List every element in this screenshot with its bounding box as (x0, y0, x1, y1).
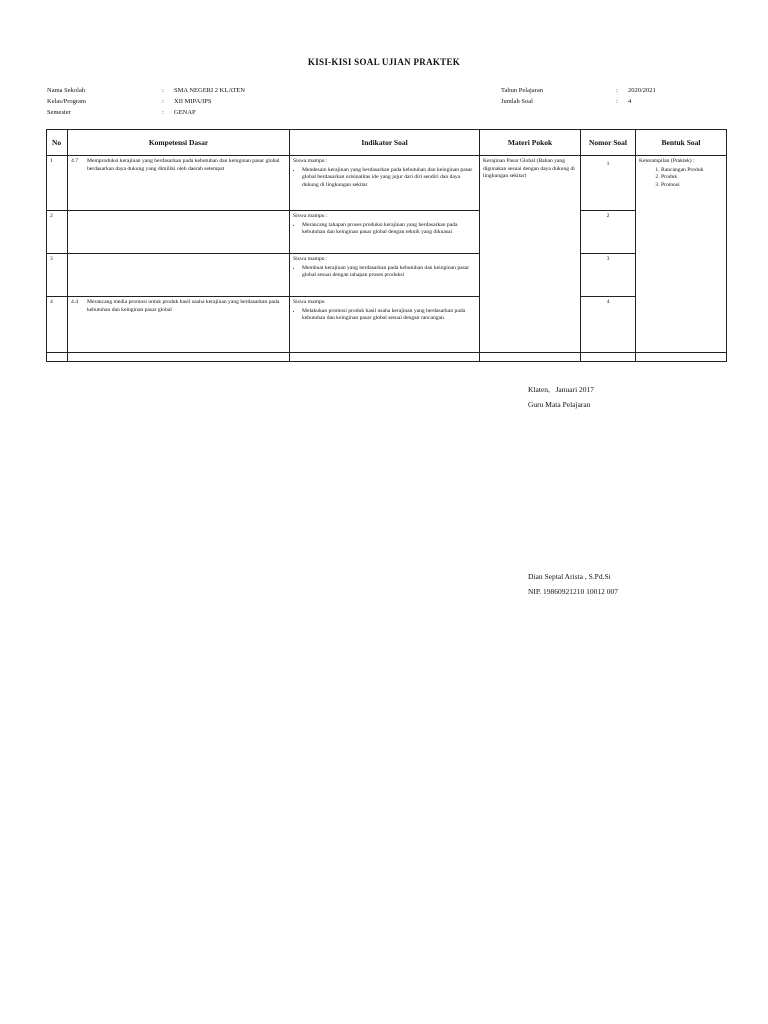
header-nomor-soal: Nomor Soal (581, 130, 636, 156)
empty-cell (480, 353, 581, 362)
bentuk-intro: Keterampilan (Praktek) : (639, 158, 695, 164)
meta-row-semester (47, 107, 245, 118)
row-number: 1 (47, 156, 68, 211)
indikator-intro: Siswa mampu : (293, 158, 328, 164)
signature-footer (528, 569, 618, 599)
kd-cell (68, 254, 290, 297)
signature-role: Guru Mata Pelajaran (528, 400, 591, 409)
meta-value: SMA NEGERI 2 KLATEN (174, 87, 245, 94)
kd-code: 4.4 (71, 299, 78, 305)
table-row (47, 156, 727, 211)
meta-value: XII MIPA/IPS (174, 98, 212, 105)
indikator-cell (290, 211, 480, 254)
kd-text: Merancang media promosi untuk produk hasil usaha kerajinan yang berdasarkan pada kebutuhan dan keinginan pasar global (87, 299, 280, 313)
bentuk-item: 3. Promosi (661, 182, 723, 190)
meta-row-year (501, 85, 656, 96)
table-row-empty (47, 353, 727, 362)
kd-cell (68, 156, 290, 211)
signature-header (528, 382, 594, 412)
nomor-cell: 2 (581, 211, 636, 254)
meta-label: Tahun Pelajaran (501, 87, 543, 94)
nomor-cell: 1 (581, 156, 636, 211)
kisi-kisi-table (46, 129, 727, 362)
nomor-cell: 3 (581, 254, 636, 297)
indikator-item: • Merancang tahapan proses produksi kerajinan yang berdasarkan pada kebutuhan dan keinginan pasar global dengan teknik yang dikuasai (302, 222, 476, 237)
meta-left (47, 85, 245, 118)
materi-text: Kerajinan Pasar Global (Bahan yang digunakan sesuai dengan daya dukung di lingkungan sekitar) (483, 158, 575, 180)
indikator-item: • Melakukan promosi produk hasil usaha kerajinan yang berdasarkan pada kebutuhan dan keinginan pasar global sesuai dengan rancangan. (302, 308, 476, 323)
header-indikator-soal: Indikator Soal (290, 130, 480, 156)
meta-colon: : (162, 87, 164, 94)
empty-cell (47, 353, 68, 362)
indikator-item: • Membuat kerajinan yang berdasarkan pada kebutuhan dan keinginan pasar global sesuai dengan tahapan proses produksi (302, 265, 476, 280)
meta-colon: : (162, 98, 164, 105)
meta-label: Jumlah Soal (501, 98, 533, 105)
row-number: 3 (47, 254, 68, 297)
row-number: 2 (47, 211, 68, 254)
meta-row-class (47, 96, 245, 107)
indikator-intro: Siswa mampu (293, 299, 325, 305)
indikator-intro: Siswa mampu : (293, 213, 328, 219)
meta-row-count (501, 96, 656, 107)
table-row (47, 254, 727, 297)
signature-name: Dian Septal Arista , S.Pd.Si (528, 572, 611, 581)
meta-colon: : (616, 87, 618, 94)
meta-value: 2020/2021 (628, 87, 656, 94)
header-no: No (47, 130, 68, 156)
header-kompetensi-dasar: Kompetensi Dasar (68, 130, 290, 156)
header-bentuk-soal: Bentuk Soal (636, 130, 727, 156)
table-row (47, 211, 727, 254)
kd-code: 4.7 (71, 158, 78, 164)
meta-label: Semester (47, 109, 71, 116)
signature-nip: NIP. 19860921210 10012 007 (528, 587, 619, 596)
header-materi-pokok: Materi Pokok (480, 130, 581, 156)
row-number: 4 (47, 297, 68, 353)
kd-cell (68, 297, 290, 353)
empty-cell (68, 353, 290, 362)
nomor-cell: 4 (581, 297, 636, 353)
meta-colon: : (616, 98, 618, 105)
meta-label: Nama Sekolah (47, 87, 86, 94)
bentuk-item: 2. Produk (661, 174, 723, 182)
indikator-cell (290, 254, 480, 297)
meta-row-school (47, 85, 245, 96)
meta-right (501, 85, 656, 107)
table-row (47, 297, 727, 353)
indikator-item: • Mendesain kerajinan yang berdasarkan pada kebutuhan dan keinginan pasar global berdasarkan orisinalitas ide yang jujur dari diri sendiri dan daya dukung di lingkungan sekitar (302, 167, 476, 190)
empty-cell (636, 353, 727, 362)
empty-cell (581, 353, 636, 362)
meta-colon: : (162, 109, 164, 116)
table-header-row (47, 130, 727, 156)
indikator-cell (290, 156, 480, 211)
meta-value: GENAP (174, 109, 196, 116)
document-title: KISI-KISI SOAL UJIAN PRAKTEK (307, 57, 461, 67)
empty-cell (290, 353, 480, 362)
meta-label: Kelas/Program (47, 98, 86, 105)
materi-cell (480, 156, 581, 353)
indikator-cell (290, 297, 480, 353)
bentuk-item: 1. Rancangan Produk (661, 167, 723, 175)
kd-cell (68, 211, 290, 254)
meta-value: 4 (628, 98, 632, 105)
indikator-intro: Siswa mampu : (293, 256, 328, 262)
kd-text: Memproduksi kerajinan yang berdasarkan pada kebutuhan dan keinginan pasar global berdasarkan daya dukung yang dimiliki oleh daerah setempat (87, 158, 280, 172)
signature-place-date: Klaten, Januari 2017 (528, 385, 595, 394)
bentuk-cell (636, 156, 727, 353)
